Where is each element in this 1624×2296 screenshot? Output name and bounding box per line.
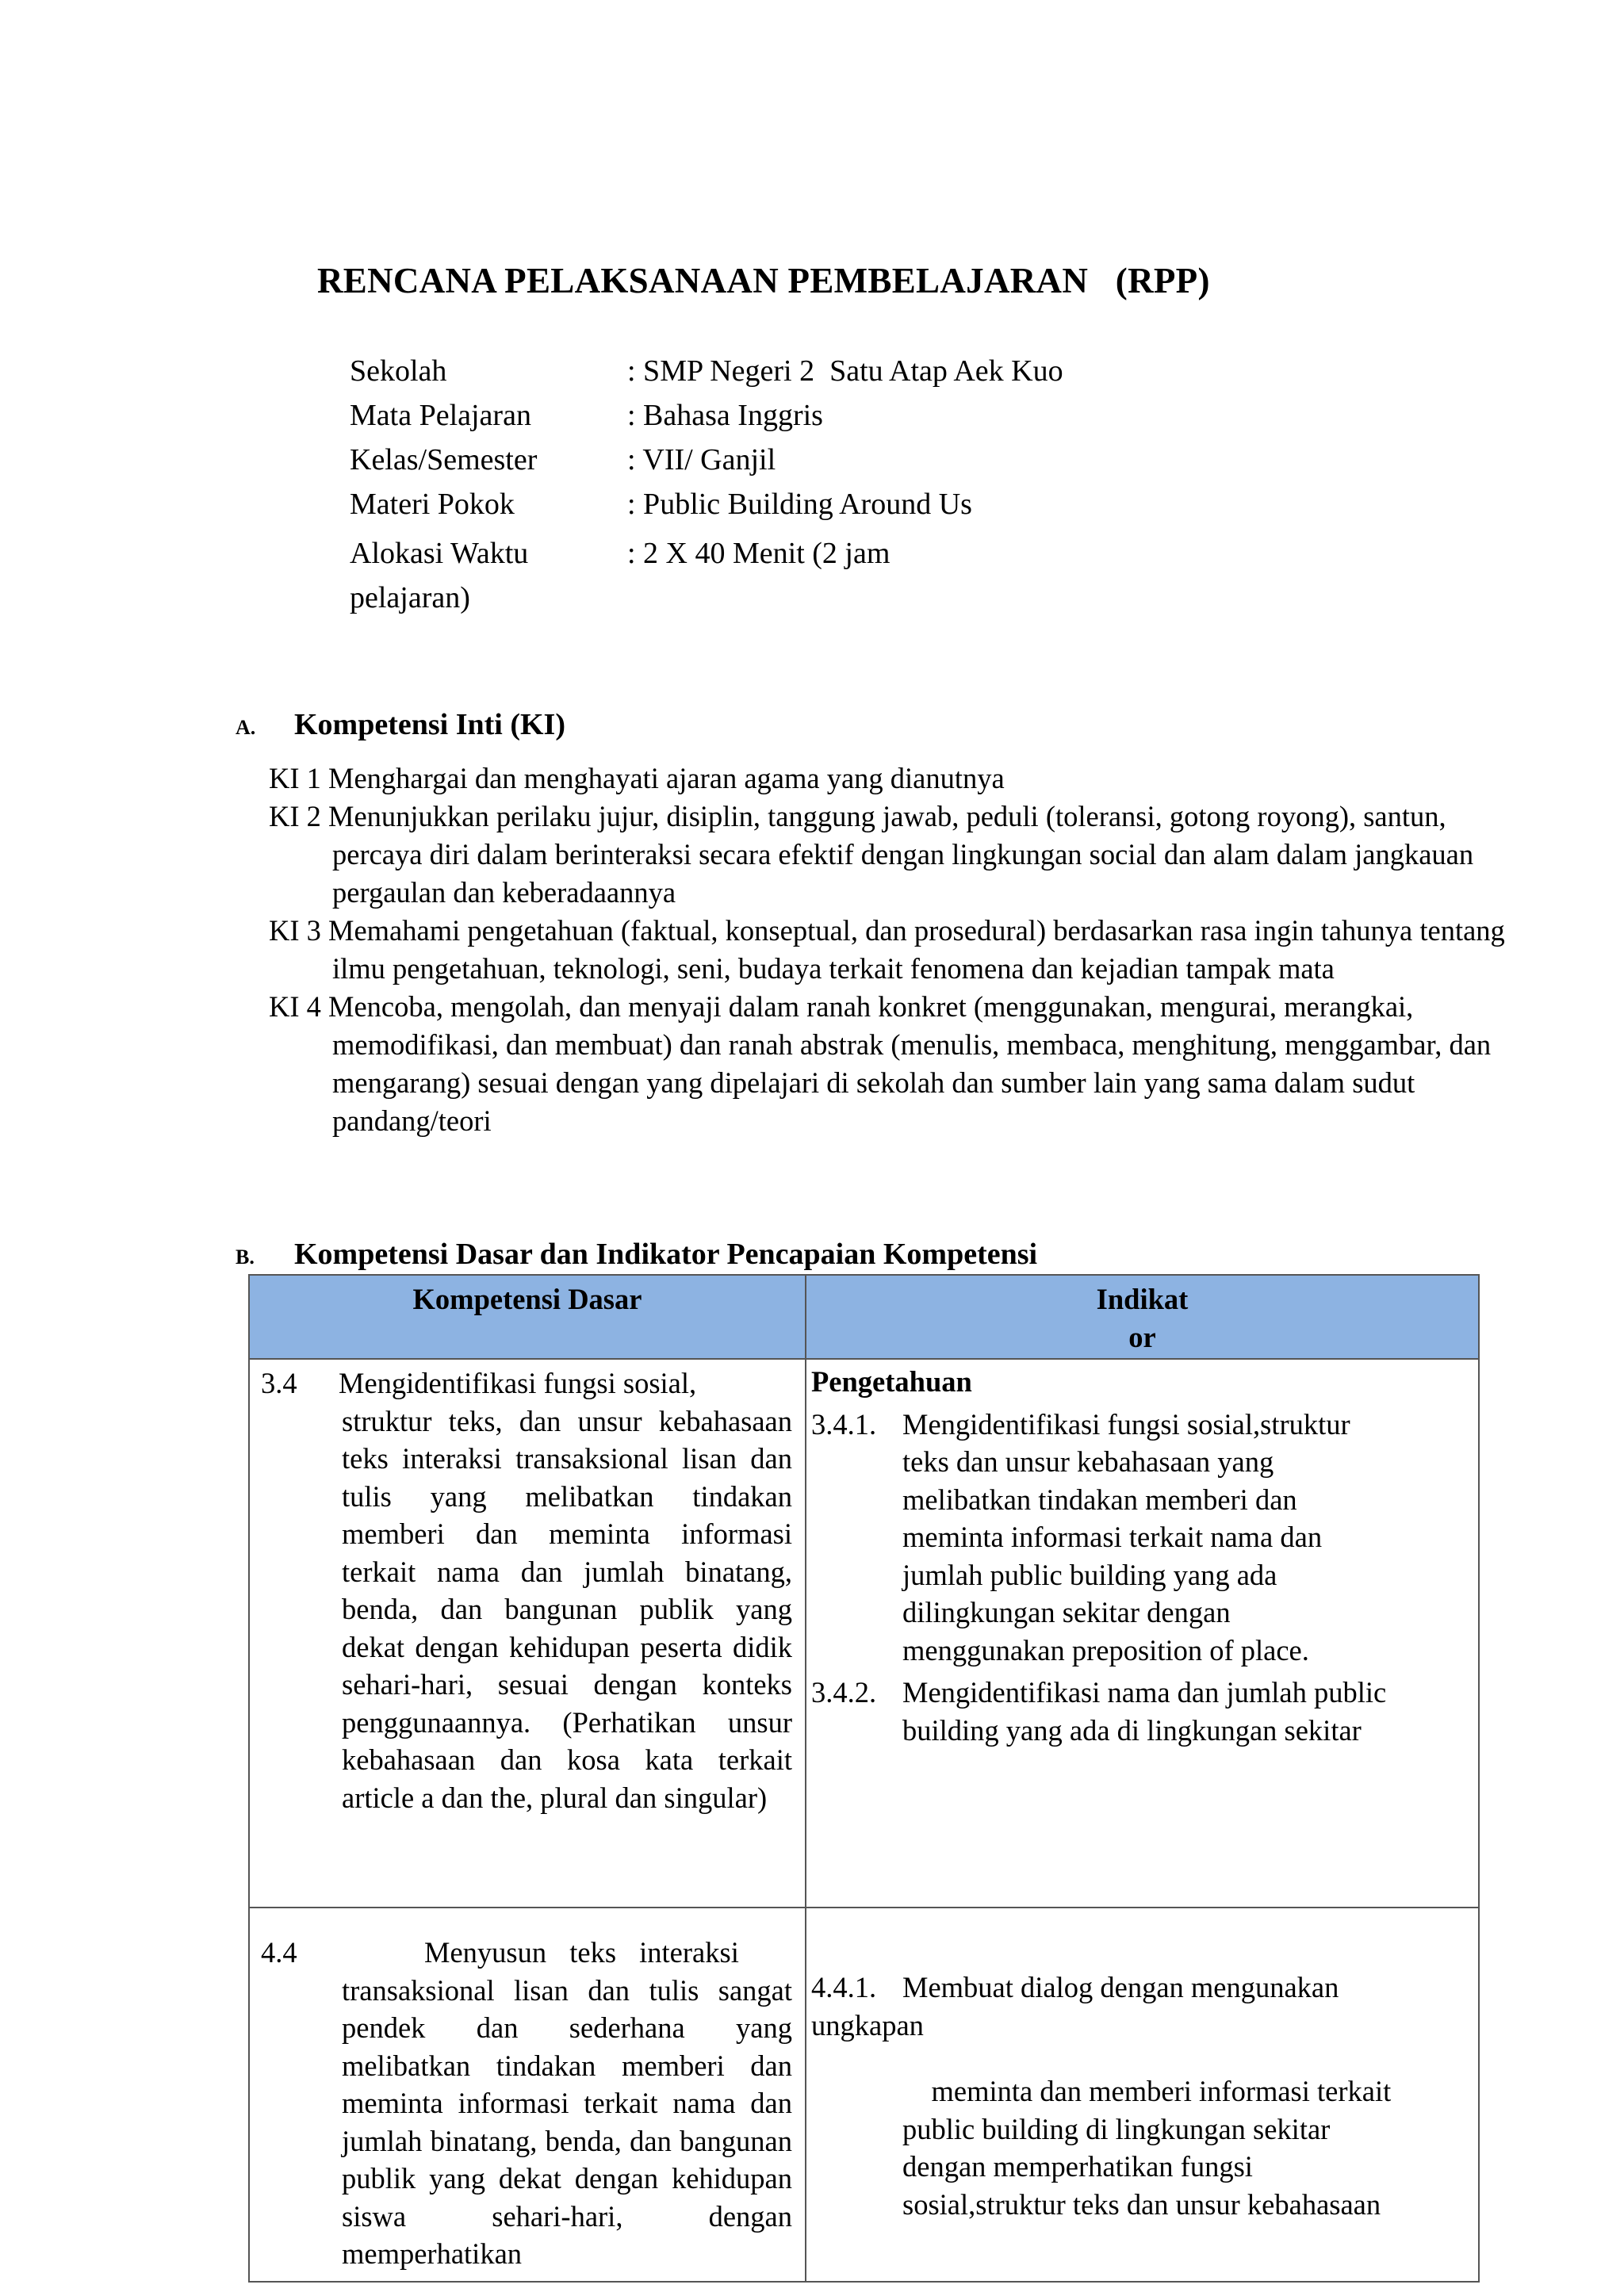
kd-text: transaksional lisan dan tulis sangat pendek dan sederhana yang melibatkan tindakan memberi dan meminta informasi terkait nama dan jumlah binatang, benda, dan bangunan publik yang dekat dengan kehidupan siswa sehari-hari, dengan memperhatikan (342, 1973, 792, 2270)
indicator-number: 3.4.2. (811, 1676, 877, 1709)
indicator-text-continued: meminta dan memberi informasi terkait public building di lingkungan sekitar dengan memperhatikan fungsi sosial,struktur teks dan unsur kebahasaan (902, 2075, 1392, 2221)
kd-number: 3.4 (261, 1367, 297, 1399)
indicator-group-title: Pengetahuan (811, 1365, 972, 1398)
indicator-cell (806, 1359, 1479, 1908)
identity-row-time (350, 531, 1063, 620)
indicator-item (811, 1969, 1473, 2007)
identity-value: : SMP Negeri 2 Satu Atap Aek Kuo (627, 354, 1063, 388)
kd-cell (249, 1359, 806, 1908)
indicator-text: Membuat dialog dengan mengunakan (902, 1971, 1339, 2003)
identity-label: Mata Pelajaran (350, 399, 531, 432)
identity-label: Kelas/Semester (350, 443, 538, 476)
ki-list (269, 760, 1538, 1140)
section-title: Kompetensi Dasar dan Indikator Pencapaian Kompetensi (294, 1238, 1038, 1271)
identity-row-topic (350, 482, 1063, 526)
header-line: Indikat (1096, 1283, 1189, 1315)
competency-table (248, 1274, 1480, 2283)
section-letter: A. (236, 716, 256, 739)
identity-block (350, 349, 1063, 620)
ki-item: KI 3 Memahami pengetahuan (faktual, konseptual, dan prosedural) berdasarkan rasa ingin tahunya tentang ilmu pengetahuan, teknologi, seni, budaya terkait fenomena dan kejadian tampak mata (269, 914, 1505, 985)
kd-text-first: Menyusun teks interaksi (424, 1936, 739, 1969)
column-header-indicator (806, 1275, 1479, 1359)
section-b-heading (236, 1237, 1037, 1272)
table-header-row (249, 1275, 1479, 1359)
indicator-number: 3.4.1. (811, 1407, 877, 1441)
table-row (249, 1908, 1479, 2282)
identity-label: Materi Pokok (350, 488, 515, 521)
identity-label-line2: pelajaran) (350, 581, 470, 614)
identity-row-school (350, 349, 1063, 393)
identity-row-subject (350, 393, 1063, 438)
identity-value: : 2 X 40 Menit (2 jam (627, 537, 891, 570)
identity-value: : Public Building Around Us (627, 488, 972, 521)
identity-value: : Bahasa Inggris (627, 399, 823, 432)
ki-item: KI 1 Menghargai dan menghayati ajaran agama yang dianutnya (269, 762, 1005, 794)
identity-row-class (350, 438, 1063, 482)
section-letter: B. (236, 1246, 255, 1269)
header-line: or (1128, 1320, 1156, 1353)
indicator-item (811, 1674, 1473, 1749)
section-a-heading (236, 707, 565, 742)
table-row (249, 1359, 1479, 1908)
document-title: RENCANA PELAKSANAAN PEMBELAJARAN (RPP) (317, 261, 1210, 300)
kd-text: struktur teks, dan unsur kebahasaan teks interaksi transaksional lisan dan tulis yang melibatkan tindakan memberi dan meminta informasi terkait nama dan jumlah binatang, benda, dan bangunan publik yang dekat dengan kehidupan peserta didik sehari-hari, sesuai dengan konteks penggunaannya. (Perhatikan unsur kebahasaan dan kosa kata terkait article a dan the, plural dan singular) (342, 1404, 792, 1814)
identity-label: Sekolah (350, 354, 447, 388)
indicator-item (811, 1406, 1473, 1670)
column-header-kd: Kompetensi Dasar (249, 1275, 806, 1359)
indicator-cell (806, 1908, 1479, 2282)
identity-label-line1: Alokasi Waktu (350, 537, 529, 570)
indicator-text-wrap: ungkapan (811, 2008, 924, 2042)
kd-text-first: Mengidentifikasi fungsi sosial, (339, 1367, 697, 1399)
identity-value: : VII/ Ganjil (627, 443, 776, 476)
ki-item: KI 4 Mencoba, mengolah, dan menyaji dalam ranah konkret (menggunakan, mengurai, merangkai, memodifikasi, dan membuat) dan ranah abstrak (menulis, membaca, menghitung, menggambar, dan mengarang) sesuai dengan yang dipelajari di sekolah dan sumber lain yang sama dalam sudut pandang/teori (269, 990, 1492, 1137)
indicator-text: Mengidentifikasi nama dan jumlah public building yang ada di lingkungan sekitar (902, 1676, 1387, 1747)
kd-cell (249, 1908, 806, 2282)
section-title: Kompetensi Inti (KI) (294, 708, 565, 741)
indicator-text: Mengidentifikasi fungsi sosial,struktur teks dan unsur kebahasaan yang melibatkan tindakan memberi dan meminta informasi terkait nama dan jumlah public building yang ada dilingkungan sekitar dengan menggunakan preposition of place. (902, 1407, 1350, 1667)
identity-label (350, 531, 627, 620)
ki-item: KI 2 Menunjukkan perilaku jujur, disiplin, tanggung jawab, peduli (toleransi, gotong royong), santun, percaya diri dalam berinteraksi secara efektif dengan lingkungan social dan alam dalam jangkauan pergaulan dan keberadaannya (269, 800, 1474, 909)
kd-number: 4.4 (261, 1936, 297, 1969)
indicator-number: 4.4.1. (811, 1971, 877, 2003)
